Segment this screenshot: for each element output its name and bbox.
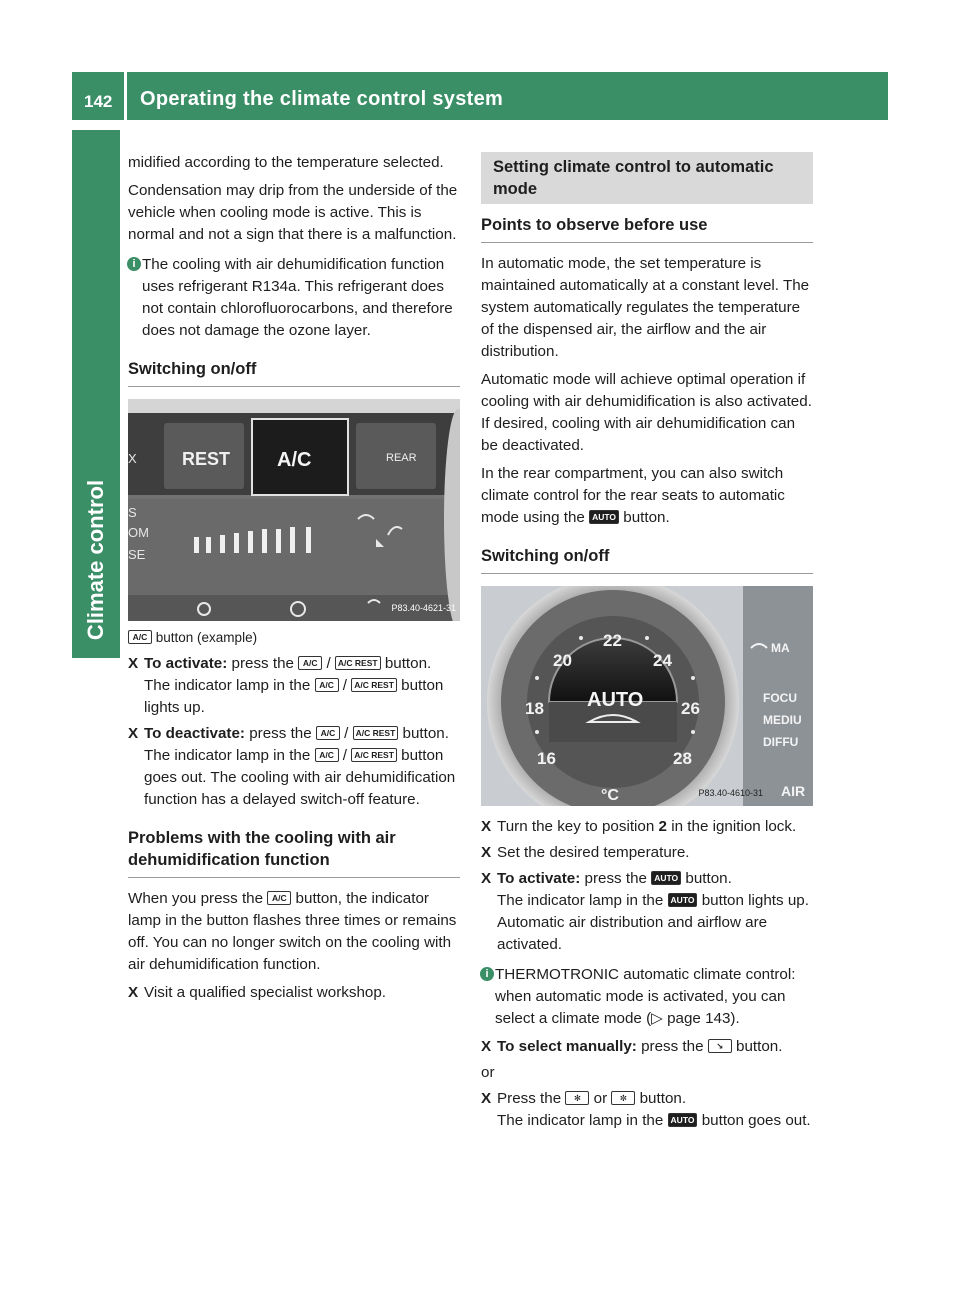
header-separator xyxy=(124,72,127,120)
info-icon: i xyxy=(127,257,141,271)
edge-letter-2: S xyxy=(128,505,137,520)
step-text: press the xyxy=(249,725,312,742)
step-text: The indicator lamp in the xyxy=(497,892,664,909)
step-marker-icon: X xyxy=(481,870,492,887)
ac-rest-key-icon: A/C REST xyxy=(335,656,381,670)
heading-switching-on-off: Switching on/off xyxy=(128,358,460,387)
step-marker-icon: X xyxy=(481,844,492,861)
step-text: The indicator lamp in the xyxy=(144,747,311,764)
auto-paragraph-3 xyxy=(481,463,813,529)
step-set-temperature xyxy=(481,842,813,864)
ac-rest-key-icon: A/C REST xyxy=(353,726,399,740)
step-text: button goes out. The cooling with air dehumidification function has a delayed switch-off feature. xyxy=(144,747,456,808)
step-text: or xyxy=(593,1090,608,1107)
ac-panel-illustration xyxy=(128,399,460,621)
temp-label: 26 xyxy=(681,699,700,718)
step-press-airflow xyxy=(481,1088,813,1132)
figure-label: P83.40-4621-31 xyxy=(391,603,456,613)
ac-key-icon: A/C xyxy=(128,630,152,644)
step-text: button lights up. xyxy=(144,677,444,716)
ac-button-label: A/C xyxy=(277,449,312,471)
figure-label: P83.40-4610-31 xyxy=(698,788,763,798)
info-icon: i xyxy=(480,967,494,981)
step-deactivate: X To deactivate: press the A/C / A/C REST button. The indicator lamp in the A/C / A/C REST button goes out. The cooling with air dehumidification function has a delayed switch-off feature. xyxy=(128,725,456,808)
step-visit-workshop xyxy=(128,982,460,1004)
step-text: button. xyxy=(639,1090,687,1107)
step-text: button. The indicator lamp in the xyxy=(144,655,432,694)
paragraph-text: button. xyxy=(623,509,670,526)
step-text: press the xyxy=(584,870,647,887)
heading-problems: Problems with the cooling with air dehumidification function xyxy=(128,827,460,878)
ac-key-icon: A/C xyxy=(315,678,339,692)
intro-paragraph-2: Condensation may drip from the underside of the vehicle when cooling mode is active. This is normal and not a sign that there is a malfunction. xyxy=(128,182,458,243)
step-text: press the xyxy=(231,655,294,672)
rest-button-label: REST xyxy=(182,449,231,469)
page-title: Operating the climate control system xyxy=(140,88,504,110)
step-text: Press the xyxy=(497,1090,562,1107)
step-text: in the ignition lock. xyxy=(671,818,797,835)
edge-letter-3: OM xyxy=(128,525,149,540)
figure-auto-button xyxy=(481,586,813,806)
side-label: DIFFU xyxy=(763,735,799,749)
step-label: To activate: xyxy=(497,870,581,887)
step-marker-icon: X xyxy=(481,1038,492,1055)
page-ref-arrow-icon: ▷ xyxy=(651,1010,663,1027)
edge-letter-1: X xyxy=(128,451,137,466)
step-text: button goes out. xyxy=(701,1112,811,1129)
problems-paragraph xyxy=(128,888,460,976)
figure-ac-button xyxy=(128,399,460,621)
edge-letter-4: SE xyxy=(128,547,146,562)
step-text: button. xyxy=(402,725,449,742)
auto-key-icon: AUTO xyxy=(589,510,619,524)
ac-key-icon: A/C xyxy=(316,726,340,740)
side-label: AIR xyxy=(781,783,806,799)
key-position: 2 xyxy=(658,818,667,835)
auto-dial-illustration xyxy=(481,586,813,806)
ac-key-icon: A/C xyxy=(267,891,291,905)
step-marker-icon: X xyxy=(128,725,139,742)
paragraph-text: When you press the xyxy=(128,890,264,907)
rear-button-label: REAR xyxy=(386,452,417,464)
step-text: Turn the key to position xyxy=(497,818,655,835)
step-select-manually xyxy=(481,1036,813,1058)
figure-caption xyxy=(128,627,460,649)
auto-paragraph-1: In automatic mode, the set temperature is maintained automatically at a constant level. The system automatically regulates the temperature of the dispensed air, the airflow and the air distribution. xyxy=(481,255,810,360)
airflow-up-key-icon: ✼ xyxy=(611,1091,635,1105)
step-label: To activate: xyxy=(144,655,228,672)
ac-rest-key-icon: A/C REST xyxy=(351,678,397,692)
side-label: MEDIU xyxy=(763,713,802,727)
right-column xyxy=(481,152,813,1136)
step-text: button. xyxy=(685,870,732,887)
step-text: button. xyxy=(736,1038,783,1055)
temp-label: 20 xyxy=(553,651,572,670)
paragraph-text: In the rear compartment, you can also switch climate control for the rear seats to automatic mode using the xyxy=(481,465,785,526)
step-label: To deactivate: xyxy=(144,725,245,742)
left-column xyxy=(128,152,460,1008)
step-marker-icon: X xyxy=(481,1090,492,1107)
step-label: To select manually: xyxy=(497,1038,637,1055)
page-reference[interactable]: page 143). xyxy=(667,1010,740,1027)
intro-paragraph-1: midified according to the temperature selected. xyxy=(128,154,444,171)
heading-switching-on-off-auto: Switching on/off xyxy=(481,545,813,574)
step-marker-icon: X xyxy=(481,818,492,835)
ac-key-icon: A/C xyxy=(315,748,339,762)
step-text: The indicator lamp in the xyxy=(497,1112,664,1129)
auto-paragraph-2: Automatic mode will achieve optimal operation if cooling with air dehumidification is also activated. If desired, cooling with air dehumidification can be deactivated. xyxy=(481,371,812,454)
step-text: press the xyxy=(641,1038,704,1055)
temp-label: 28 xyxy=(673,749,692,768)
auto-key-icon: AUTO xyxy=(668,893,698,907)
airflow-down-key-icon: ✻ xyxy=(565,1091,589,1105)
step-turn-key xyxy=(481,816,813,838)
temp-label: 18 xyxy=(525,699,544,718)
ac-rest-key-icon: A/C REST xyxy=(351,748,397,762)
or-text: or xyxy=(481,1064,495,1081)
section-tab-label: Climate control xyxy=(83,479,108,641)
info-thermotronic xyxy=(481,964,813,1030)
info-note xyxy=(128,254,460,342)
side-label: FOCU xyxy=(763,691,797,705)
step-marker-icon: X xyxy=(128,655,139,672)
temp-label: 16 xyxy=(537,749,556,768)
step-text: Visit a qualified specialist workshop. xyxy=(144,984,386,1001)
paragraph-text: button, the indicator lamp in the button flashes three times or remains off. You can no longer switch on the cooling with air dehumidification function. xyxy=(128,890,457,973)
page-number: 142 xyxy=(84,92,113,111)
info-text: THERMOTRONIC automatic climate control: when automatic mode is activated, you can select a climate mode ( xyxy=(495,966,796,1027)
ac-key-icon: A/C xyxy=(298,656,322,670)
step-marker-icon: X xyxy=(128,984,139,1001)
temp-label: 24 xyxy=(653,651,672,670)
step-text: button lights up. Automatic air distribution and airflow are activated. xyxy=(497,892,809,953)
caption-text: button (example) xyxy=(155,630,258,645)
info-note-text: The cooling with air dehumidification function uses refrigerant R134a. This refrigerant does not contain chlorofluorocarbons, and therefore does not damage the ozone layer. xyxy=(142,256,453,339)
heading-points-to-observe: Points to observe before use xyxy=(481,214,813,243)
temp-unit-label: °C xyxy=(601,787,619,804)
air-distribution-key-icon: ↘ xyxy=(708,1039,732,1053)
heading-automatic-mode: Setting climate control to automatic mode xyxy=(481,152,813,204)
step-text: Set the desired temperature. xyxy=(497,844,690,861)
side-label: MA xyxy=(771,641,790,655)
auto-key-icon: AUTO xyxy=(651,871,681,885)
step-activate: X To activate: press the A/C / A/C REST button. The indicator lamp in the A/C / A/C REST button lights up. xyxy=(128,655,444,716)
temp-label: 22 xyxy=(603,631,622,650)
auto-button-label: AUTO xyxy=(587,689,644,711)
step-activate-auto xyxy=(481,868,813,956)
auto-key-icon: AUTO xyxy=(668,1113,698,1127)
